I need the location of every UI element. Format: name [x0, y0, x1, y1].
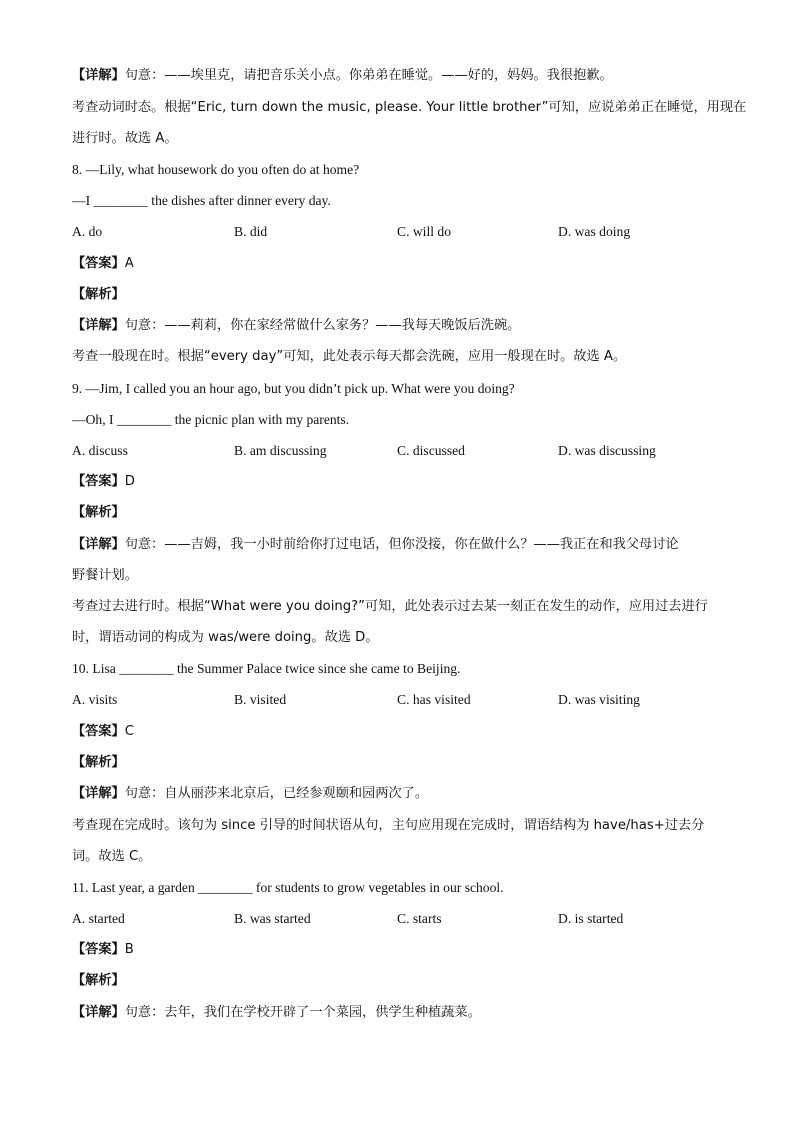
q10-analysis-line-2: 词。故选 C。 [72, 849, 152, 864]
q11-option-a: A. started [72, 911, 125, 926]
q10-option-b: B. visited [234, 692, 287, 707]
q10-detail [72, 785, 724, 803]
q9-option-b: B. am discussing [234, 443, 327, 458]
q8-analysis-label: 【解析】 [72, 287, 125, 302]
q7-analysis-line-2: 进行时。故选 A。 [72, 131, 178, 146]
q11-option-b: B. was started [234, 911, 311, 926]
q9-analysis-label: 【解析】 [72, 505, 125, 520]
q7-detail [72, 67, 724, 85]
q10-answer [72, 723, 724, 741]
q8-detail [72, 317, 724, 335]
q10-answer-tag: 【答案】 [72, 724, 125, 739]
q8-options [72, 223, 724, 241]
q11-answer [72, 941, 724, 959]
q8-option-d: D. was doing [558, 224, 631, 239]
q8-option-a: A. do [72, 224, 103, 239]
q9-detail-line-1: 句意：——吉姆，我一小时前给你打过电话，但你没接，你在做什么？——我正在和我父母讨论 [124, 537, 679, 552]
q8-option-c: C. will do [397, 224, 452, 239]
q8-answer-line: —I ________ the dishes after dinner every day. [72, 193, 331, 208]
q10-option-a: A. visits [72, 692, 118, 707]
q10-analysis-label: 【解析】 [72, 755, 125, 770]
q11-analysis-label: 【解析】 [72, 973, 125, 988]
q8-answer-value: A [124, 256, 134, 271]
q9-detail [72, 536, 724, 554]
q10-question: 10. Lisa ________ the Summer Palace twice since she came to Beijing. [72, 661, 461, 676]
q9-answer [72, 473, 724, 491]
q7-detail-text: 句意：——埃里克，请把音乐关小点。你弟弟在睡觉。——好的，妈妈。我很抱歉。 [124, 68, 613, 83]
q10-answer-value: C [124, 724, 134, 739]
q11-analysis-tag [72, 972, 724, 990]
q10-analysis-line-1: 考查现在完成时。该句为 since 引导的时间状语从句，主句应用现在完成时，谓语结构为 have/has+过去分 [72, 818, 705, 833]
q11-question: 11. Last year, a garden ________ for students to grow vegetables in our school. [72, 880, 504, 895]
q10-option-d: D. was visiting [558, 692, 640, 707]
q7-detail-tag: 【详解】 [72, 68, 125, 83]
q8-option-b: B. did [234, 224, 268, 239]
q11-options [72, 910, 724, 928]
q9-analysis-line-2: 时，谓语动词的构成为 was/were doing。故选 D。 [72, 630, 379, 645]
q9-option-d: D. was discussing [558, 443, 656, 458]
q9-option-a: A. discuss [72, 443, 128, 458]
q10-analysis-tag [72, 754, 724, 772]
q9-answer-line: —Oh, I ________ the picnic plan with my parents. [72, 412, 350, 427]
q9-answer-value: D [124, 474, 135, 489]
q9-question: 9. —Jim, I called you an hour ago, but you didn’t pick up. What were you doing? [72, 381, 515, 396]
q8-question: 8. —Lily, what housework do you often do at home? [72, 162, 360, 177]
q8-answer [72, 255, 724, 273]
q8-analysis-tag [72, 286, 724, 304]
q11-detail-tag: 【详解】 [72, 1005, 125, 1020]
q10-detail-text: 句意：自从丽莎来北京后，已经参观颐和园两次了。 [124, 786, 429, 801]
q10-option-c: C. has visited [397, 692, 471, 707]
q10-options [72, 691, 724, 709]
q8-analysis-line-1: 考查一般现在时。根据“every day”可知，此处表示每天都会洗碗，应用一般现在时。故选 A。 [72, 349, 627, 364]
q11-option-c: C. starts [397, 911, 442, 926]
q11-detail-text: 句意：去年，我们在学校开辟了一个菜园，供学生种植蔬菜。 [124, 1005, 481, 1020]
q7-analysis-line-1: 考查动词时态。根据“Eric, turn down the music, please. Your little brother”可知，应说弟弟正在睡觉，用现在 [72, 100, 747, 115]
q9-analysis-tag [72, 504, 724, 522]
q8-answer-tag: 【答案】 [72, 256, 125, 271]
q9-option-c: C. discussed [397, 443, 465, 458]
q8-detail-text: 句意：——莉莉，你在家经常做什么家务？——我每天晚饭后洗碗。 [124, 318, 521, 333]
q11-answer-tag: 【答案】 [72, 942, 125, 957]
q9-detail-line-2: 野餐计划。 [72, 568, 138, 583]
q11-option-d: D. is started [558, 911, 624, 926]
q11-answer-value: B [124, 942, 134, 957]
q9-analysis-line-1: 考查过去进行时。根据“What were you doing?”可知，此处表示过去某一刻正在发生的动作，应用过去进行 [72, 599, 708, 614]
q9-answer-tag: 【答案】 [72, 474, 125, 489]
q11-detail [72, 1004, 724, 1022]
q9-options [72, 442, 724, 460]
q9-detail-tag: 【详解】 [72, 537, 125, 552]
q10-detail-tag: 【详解】 [72, 786, 125, 801]
q8-detail-tag: 【详解】 [72, 318, 125, 333]
